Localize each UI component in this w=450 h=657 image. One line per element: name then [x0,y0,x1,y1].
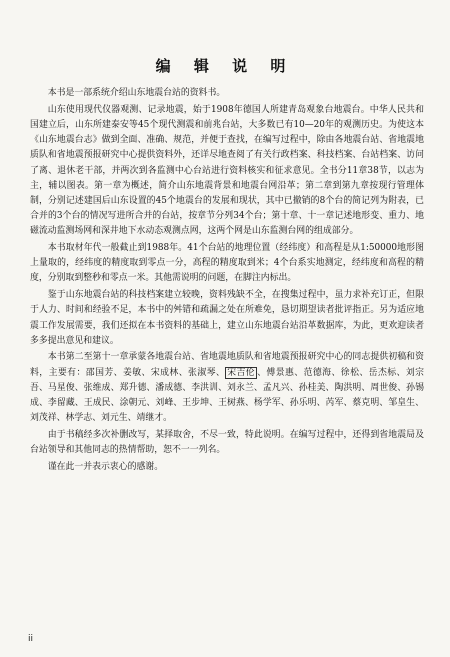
paragraph: 鉴于山东地震台站的科技档案建立较晚，资料残缺不全，在搜集过程中，虽力求补充订正，但限于人力、时间和经验不足，本书中的舛错和疏漏之处在所难免，恳切期望读者批评指正。另为适应地震工作发展需要，我们还拟在本书资料的基础上，建立山东地震台站沿革数据库，为此，更欢迎读者多多提出意见和建议。 [30,290,424,346]
paragraph: 本书是一部系统介绍山东地震台站的资料书。 [47,88,226,98]
paragraph: 本书取材年代一般截止到1988年。41个台站的地理位置（经纬度）和高程是从1:50000地形图上量取的，经纬度的精度取到零点一分，高程的精度取到米；4个台系实地测定，经纬度和高程的精度，分别取到整秒和零点一米。其他需说明的问题，在脚注内标出。 [30,243,424,284]
page-title: 编 辑 说 明 [155,57,295,75]
paragraph: 由于书稿经多次补删改写，某择取舍，不尽一致，特此说明。在编写过程中，还得到省地震局及台站领导和其他同志的热情帮助，恕不一一列名。 [30,429,424,456]
boxed-contributor-name: 宋吉伦 [227,367,256,378]
paragraph: 山东使用现代仪器观测、记录地震，始于1908年德国人所建青岛观象台地震台。中华人民共和国建立后，山东所建泰安等45个现代测震和前兆台站，大多数已有10—20年的观测历史。为使这本《山东地震台志》做到全面、准确、规范，并便于查找，在编写过程中，除由各地震台站、省地震地质队和省地震预报研究中心提供资料外，还详尽地查阅了有关行政档案、科技档案、台站档案、访问了离、退休老干部，并两次到各监测中心台站进行资料核实和征求意见。全书分11章38节，以志为主，辅以图表。第一章为概述，简介山东地震背景和地震台网沿革；第二章到第九章按现行管理体制，分别记述建国后山东设置的45个地震台的发展和现状，其中已撤销的8个台的简记列为附表，已合并的3个台的情况写进所合并的台站，按章节分列34个台；第十章、十一章记述地形变、重力、地磁流动监测场网和深井地下水动态观测点网，这两个网是山东监测台网的组成部分。 [30,104,424,237]
page-number: ii [28,634,34,644]
paragraph-contributors: 本书第二至第十一章承蒙各地震台站、省地震地质队和省地震预报研究中心的同志提供初稿和资料，主要有：邵国芳、姜敏、宋成林、张淑琴、 宋吉伦 、傅景惠、范德海、徐松、岳杰标、刘宗吾、马星俊、张维成、郑升德、潘成德、李洪训、刘永兰、孟凡兴、孙桂美、陶洪明、周世俊、孙锡成、李留藏、王成民、涂朝元、刘峰、王步坤、王树燕、杨学军、孙乐明、芮军、蔡克明、邹皇生、刘茂祥、林学志、刘元生、靖继才。 [30,352,425,424]
paragraph: 谨在此一并表示衷心的感谢。 [47,461,164,472]
body-text [30,86,424,477]
